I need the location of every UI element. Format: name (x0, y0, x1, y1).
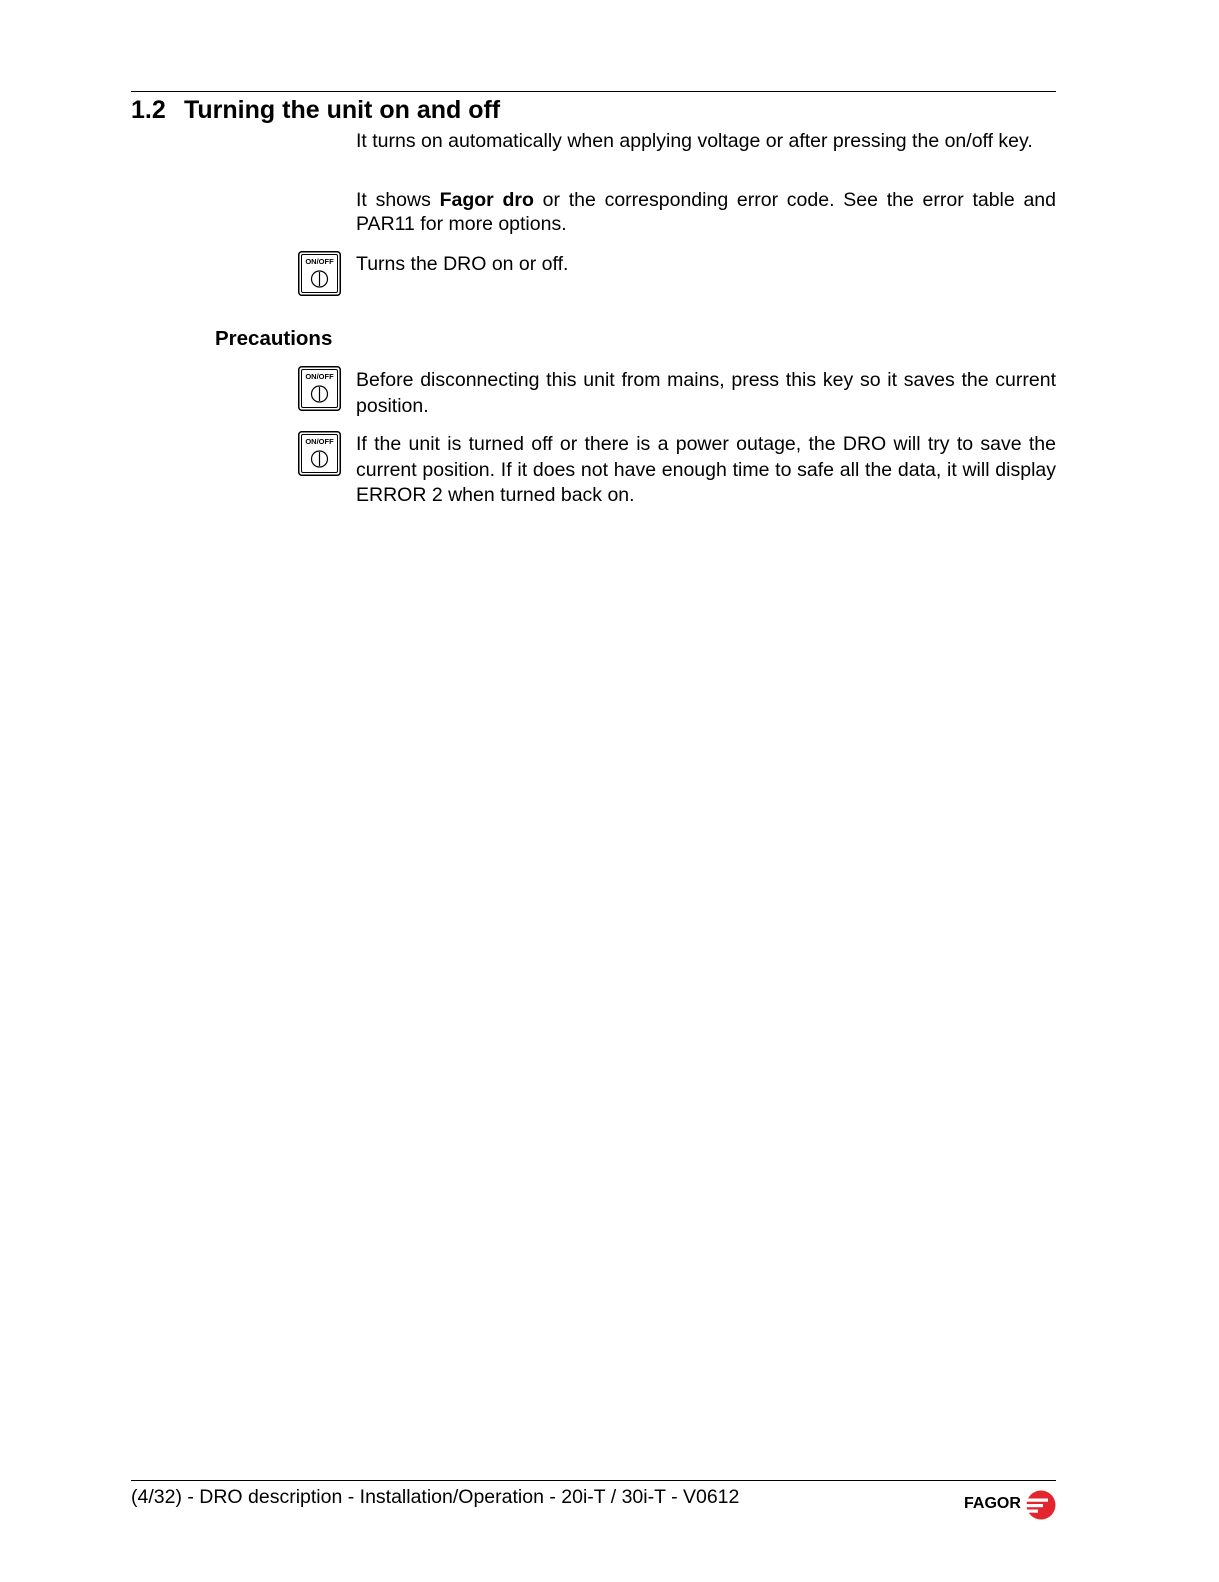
onoff-description: Turns the DRO on or off. (356, 253, 569, 275)
header-rule (131, 91, 1056, 92)
intro-paragraph-1: It turns on automatically when applying voltage or after pressing the on/off key. (356, 130, 1033, 152)
onoff-key-label: ON/OFF (305, 257, 334, 266)
section-number: 1.2 (131, 96, 166, 124)
onoff-key-icon (298, 251, 341, 296)
intro-paragraph-2-rest: or the corresponding error code. See the error table and PAR11 for more options. (356, 189, 1057, 235)
precaution-item-2: If the unit is turned off or there is a power outage, the DRO will try to save the current position. If it does not have enough time to safe all the data, it will display ERROR 2 when turned back on. (356, 433, 1056, 506)
section-title (131, 95, 500, 125)
onoff-key-icon (298, 431, 341, 476)
intro-paragraph-2 (356, 188, 1056, 236)
onoff-key-icon (298, 366, 341, 411)
precautions-heading: Precautions (215, 327, 333, 350)
footer-rule (131, 1480, 1056, 1481)
onoff-key-label: ON/OFF (305, 372, 334, 381)
precaution-item-1: Before disconnecting this unit from mains, press this key so it saves the current position. (356, 369, 1056, 417)
section-title-text: Turning the unit on and off (184, 96, 501, 124)
footer-text: (4/32) - DRO description - Installation/Operation - 20i-T / 30i-T - V0612 (131, 1486, 740, 1508)
fagor-logo-text: FAGOR (964, 1495, 1021, 1512)
fagor-dro-text: Fagor dro (439, 189, 534, 211)
intro-paragraph-2-lead: It shows (356, 189, 440, 211)
fagor-logo (964, 1488, 1058, 1522)
onoff-key-label: ON/OFF (305, 437, 334, 446)
